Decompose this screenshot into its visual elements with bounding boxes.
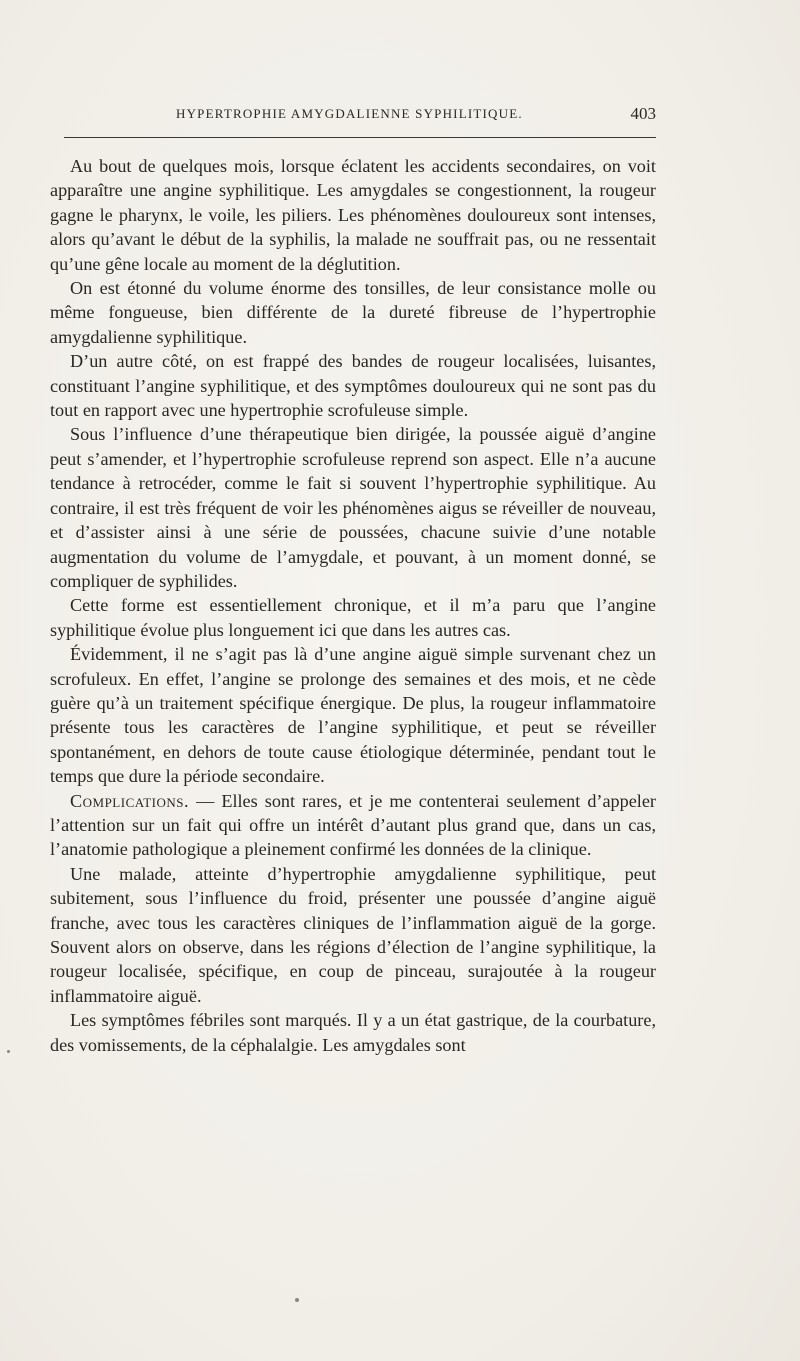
page-header [64, 106, 656, 128]
complications-heading: Complications. [70, 790, 190, 811]
paragraph: Les symptômes fébriles sont marqués. Il y a un état gastrique, de la courbature, des vomissements, de la céphalalgie. Les amygdales sont [50, 1010, 656, 1055]
paragraph: Cette forme est essentiellement chronique, et il m’a paru que l’angine syphilitique évolue plus longuement ici que dans les autres cas. [50, 595, 656, 640]
paper-speck [7, 1050, 10, 1053]
running-title: HYPERTROPHIE AMYGDALIENNE SYPHILITIQUE. [176, 106, 523, 121]
complications-paragraph [50, 789, 656, 862]
paragraph: Une malade, atteinte d’hypertrophie amygdalienne syphilitique, peut subitement, sous l’influence du froid, présenter une poussée d’angine aiguë franche, avec tous les caractères cliniques de l’inflammation aiguë de la gorge. Souvent alors on observe, dans les régions d’élection de l’angine syphilitique, la rougeur localisée, spécifique, en coup de pinceau, surajoutée à la rougeur inflammatoire aiguë. [50, 863, 656, 1006]
paragraph: On est étonné du volume énorme des tonsilles, de leur consistance molle ou même fongueuse, bien différente de la dureté fibreuse de l’hypertrophie amygdalienne syphilitique. [50, 278, 656, 347]
header-rule [64, 137, 656, 138]
body-text [50, 154, 656, 1057]
paragraph: Évidemment, il ne s’agit pas là d’une angine aiguë simple survenant chez un scrofuleux. En effet, l’angine se prolonge des semaines et des mois, et ne cède guère qu’à un traitement spécifique énergique. De plus, la rougeur inflammatoire présente tous les caractères de l’angine syphilitique, et peut se réveiller spontanément, en dehors de toute cause étiologique déterminée, pendant tout le temps que dure la période secondaire. [50, 644, 656, 787]
complications-text: — Elles sont rares, et je me contenterai seulement d’appeler l’attention sur un fait qui offre un intérêt d’autant plus grand que, dans un cas, l’anatomie pathologique a pleinement confirmé les données de la clinique. [50, 790, 656, 860]
paragraph: D’un autre côté, on est frappé des bandes de rougeur localisées, luisantes, constituant l’angine syphilitique, et des symptômes douloureux qui ne sont pas du tout en rapport avec une hypertrophie scrofuleuse simple. [50, 351, 656, 421]
paragraph: Au bout de quelques mois, lorsque éclatent les accidents secondaires, on voit apparaître une angine syphilitique. Les amygdales se congestionnent, la rougeur gagne le pharynx, le voile, les piliers. Les phénomènes douloureux sont intenses, alors qu’avant le début de la syphilis, la malade ne souffrait pas, ou ne ressentait qu’une gêne locale au moment de la déglutition. [50, 156, 656, 274]
paper-speck [295, 1298, 299, 1302]
page-number: 403 [630, 104, 656, 123]
paragraph: Sous l’influence d’une thérapeutique bien dirigée, la poussée aiguë d’angine peut s’amender, et l’hypertrophie scrofuleuse reprend son aspect. Elle n’a aucune tendance à retrocéder, comme le fait si souvent l’hypertrophie syphilitique. Au contraire, il est très fréquent de voir les phénomènes aigus se réveiller de nouveau, et d’assister ainsi à une série de poussées, chacune suivie d’une notable augmentation du volume de l’amygdale, et pouvant, à un moment donné, se compliquer de syphilides. [50, 424, 656, 591]
